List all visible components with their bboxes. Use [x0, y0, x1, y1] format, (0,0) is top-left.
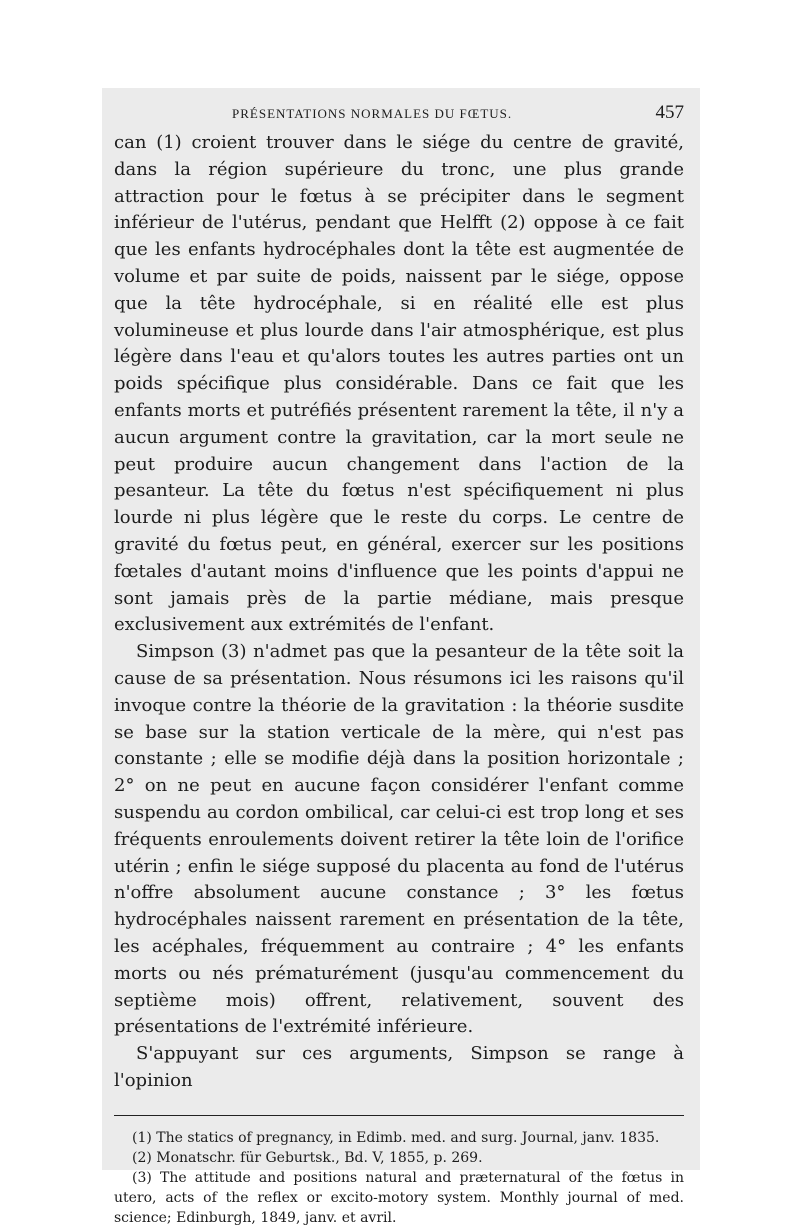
- page-header: [114, 102, 684, 130]
- paragraph: Simpson (3) n'admet pas que la pesanteur de la tête soit la cause de sa présentation. Nous résumons ici les raisons qu'il invoque contre la théorie de la gravitation : la théorie susdite se base sur la station verticale de la mère, qui n'est pas constante ; elle se modifie déjà dans la position horizontale ; 2° on ne peut en aucune façon considérer l'enfant comme suspendu au cordon ombilical, car celui-ci est trop long et ses fréquents enroulements doivent retirer la tête loin de l'orifice utérin ; enfin le siége supposé du placenta au fond de l'utérus n'offre absolument aucune constance ; 3° les fœtus hydrocéphales naissent rarement en présentation de la tête, les acéphales, fréquemment au contraire ; 4° les enfants morts ou nés prématurément (jusqu'au commencement du septième mois) offrent, relativement, souvent des présentations de l'extrémité inférieure.: [114, 641, 684, 1038]
- running-head: PRÉSENTATIONS NORMALES DU FŒTUS.: [232, 106, 513, 121]
- page-content: [114, 102, 684, 1228]
- footnote: (3) The attitude and positions natural and præternatural of the fœtus in utero, acts of the reflex or excito-motory system. Monthly journal of med. science; Edinburgh, 1849, janv. et avril.: [114, 1169, 684, 1226]
- body-text: [114, 130, 684, 1095]
- footnote: (1) The statics of pregnancy, in Edimb. med. and surg. Journal, janv. 1835.: [132, 1129, 660, 1146]
- footnotes: [114, 1128, 684, 1228]
- page-number: 457: [655, 102, 684, 123]
- paragraph: S'appuyant sur ces arguments, Simpson se range à l'opinion: [114, 1043, 684, 1091]
- paragraph: can (1) croient trouver dans le siége du centre de gravité, dans la région supérieure du tronc, une plus grande attraction pour le fœtus à se précipiter dans le segment inférieur de l'utérus, pendant que Helfft (2) oppose à ce fait que les enfants hydrocéphales dont la tête est augmentée de volume et par suite de poids, naissent par le siége, oppose que la tête hydrocéphale, si en réalité elle est plus volumineuse et plus lourde dans l'air atmosphérique, est plus légère dans l'eau et qu'alors toutes les autres parties ont un poids spécifique plus considérable. Dans ce fait que les enfants morts et putréfiés présentent rarement la tête, il n'y a aucun argument contre la gravitation, car la mort seule ne peut produire aucun changement dans l'action de la pesanteur. La tête du fœtus n'est spécifiquement ni plus lourde ni plus légère que le reste du corps. Le centre de gravité du fœtus peut, en général, exercer sur les positions fœtales d'autant moins d'influence que les points d'appui ne sont jamais près de la partie médiane, mais presque exclusivement aux extrémités de l'enfant.: [114, 132, 684, 636]
- footnote-divider: [114, 1115, 684, 1116]
- footnote: (2) Monatschr. für Geburtsk., Bd. V, 1855, p. 269.: [132, 1149, 483, 1166]
